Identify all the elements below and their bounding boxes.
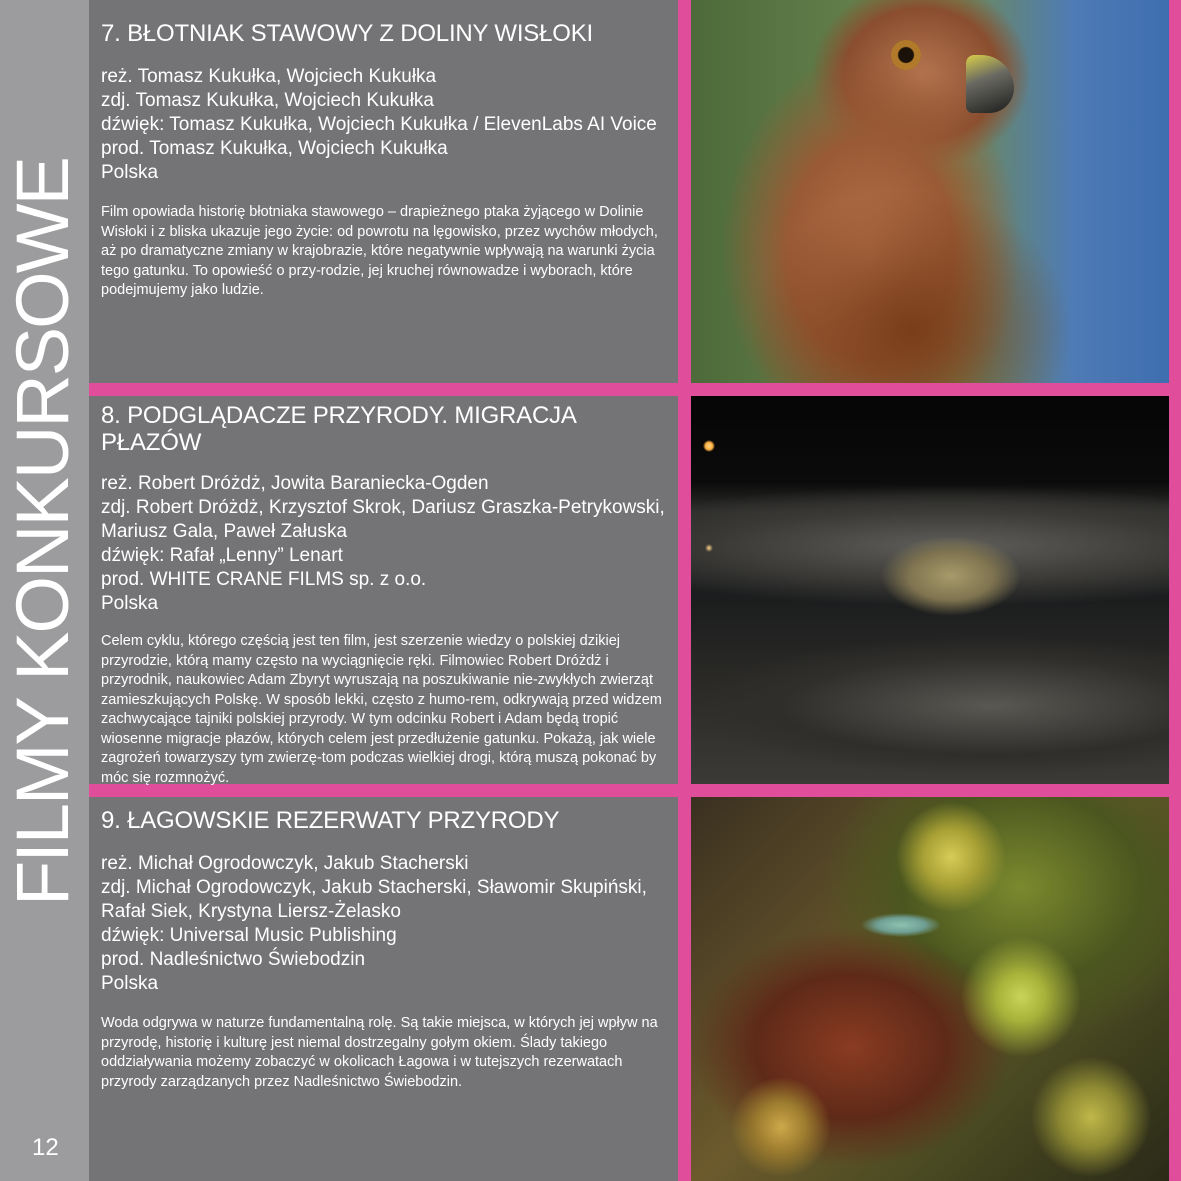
section-title: FILMY KONKURSOWE (1, 158, 84, 906)
country-line: Polska (101, 973, 159, 994)
film-credits (101, 472, 667, 616)
film-description: Woda odgrywa w naturze fundamentalną rolę. Są takie miejsca, w których jej wpływ na przyrodę, historię i kulturę jest niemal dostrzegalny gołym okiem. Ślady takiego oddziaływania możemy zobaczyć w okolicach Łagowa i w tutejszych rezerwatach przyrody zarządzanych przez Nadleśnictwo Świebodzin. (101, 1015, 658, 1090)
film-credits (101, 65, 667, 185)
camera-line: zdj. Tomasz Kukułka, Wojciech Kukułka (101, 90, 435, 111)
director-line: reż. Robert Dróżdż, Jowita Baraniecka-Ogden (101, 473, 489, 494)
country-line: Polska (101, 593, 159, 614)
sidebar (0, 0, 89, 1181)
film-title: 7. BŁOTNIAK STAWOWY Z DOLINY WISŁOKI (101, 20, 594, 47)
sound-line: dźwięk: Rafał „Lenny” Lenart (101, 545, 343, 566)
country-line: Polska (101, 162, 159, 183)
camera-line: zdj. Michał Ogrodowczyk, Jakub Stacherski, Sławomir Skupiński, Rafał Siek, Krystyna Liersz-Żelasko (101, 877, 647, 922)
camera-line: zdj. Robert Dróżdż, Krzysztof Skrok, Dariusz Graszka-Petrykowski, Mariusz Gala, Paweł Załuska (101, 497, 665, 542)
toad-photo (691, 396, 1169, 784)
director-line: reż. Michał Ogrodowczyk, Jakub Stacherski (101, 853, 469, 874)
producer-line: prod. Nadleśnictwo Świebodzin (101, 949, 366, 970)
marsh-harrier-photo (691, 0, 1169, 383)
film-description: Film opowiada historię błotniaka stawowego – drapieżnego ptaka żyjącego w Dolinie Wisłoki i z bliska ukazuje jego życie: od powrotu na lęgowisko, przez wychów młodych, aż po dramatyczne zmiany w krajobrazie, które negatywnie wpływają na warunki życia tego gatunku. To opowieść o przy-rodzie, jej kruchej równowadze i wyborach, które podejmujemy jako ludzie. (101, 204, 658, 298)
film-entry-9 (89, 797, 678, 1181)
hawk-beak (966, 55, 1014, 113)
sundew-photo (691, 797, 1169, 1181)
film-entry-7 (89, 0, 678, 383)
sound-line: dźwięk: Tomasz Kukułka, Wojciech Kukułka / ElevenLabs AI Voice (101, 114, 657, 135)
film-description: Celem cyklu, którego częścią jest ten film, jest szerzenie wiedzy o polskiej dzikiej przyrodzie, którą mamy często na wyciągnięcie ręki. Filmowiec Robert Dróżdż i przyrodnik, naukowiec Adam Zbyryt wyruszają na poszukiwanie nie-zwykłych zwierząt zamieszkujących Polskę. W sposób lekki, często z humo-rem, odkrywają przed widzem zachwycające tajniki polskiej przyrody. W tym odcinku Robert i Adam będą tropić wiosenne migracje płazów, których celem jest przedłużenie gatunku. Pokażą, jak wiele zagrożeń towarzyszy tym zwierzę-tom podczas wielkiej drogi, którą muszą pokonać by móc się rozmnożyć. (101, 633, 662, 786)
producer-line: prod. WHITE CRANE FILMS sp. z o.o. (101, 569, 427, 590)
film-credits (101, 852, 667, 996)
film-title: 8. PODGLĄDACZE PRZYRODY. MIGRACJA PŁAZÓW (101, 402, 576, 456)
producer-line: prod. Tomasz Kukułka, Wojciech Kukułka (101, 138, 448, 159)
director-line: reż. Tomasz Kukułka, Wojciech Kukułka (101, 66, 437, 87)
page-number: 12 (32, 1134, 59, 1161)
film-entry-8 (89, 396, 678, 784)
film-title: 9. ŁAGOWSKIE REZERWATY PRZYRODY (101, 807, 560, 834)
sound-line: dźwięk: Universal Music Publishing (101, 925, 397, 946)
hawk-eye (891, 40, 921, 70)
